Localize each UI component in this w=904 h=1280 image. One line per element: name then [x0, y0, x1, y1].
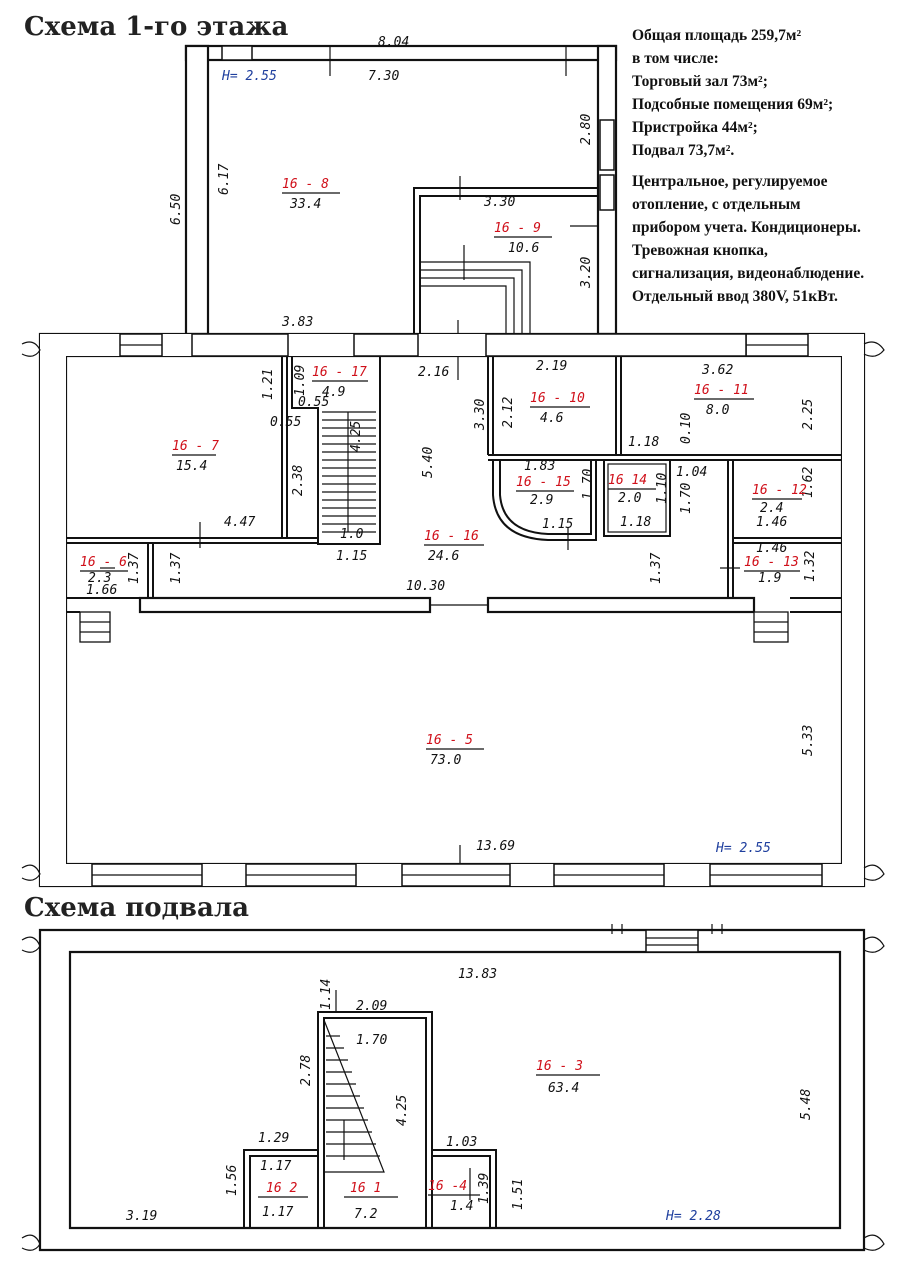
dim-label: 1.21	[261, 368, 276, 400]
room-area: 4.6	[540, 411, 564, 426]
dim-label: 1.37	[127, 552, 142, 584]
dim-label: 1.37	[169, 552, 184, 584]
room-id: 16 - 9	[494, 221, 541, 236]
room-area: 4.9	[322, 385, 346, 400]
dim-label: 2.09	[356, 999, 388, 1014]
dim-label: 2.38	[291, 464, 306, 496]
room-id: 16 - 10	[530, 391, 585, 406]
room-area: 24.6	[428, 549, 460, 564]
dim-label: 1.17	[260, 1159, 292, 1174]
dim-label: 1.18	[628, 435, 660, 450]
dim-label: 1.66	[86, 583, 118, 598]
dim-label: 5.48	[799, 1088, 814, 1120]
room-id: 16 - 12	[752, 483, 807, 498]
room-id: 16 - 7	[172, 439, 219, 454]
room-id: 16 2	[266, 1181, 298, 1196]
info-line: Общая площадь 259,7м²	[632, 27, 802, 44]
dim-label: 3.83	[282, 315, 314, 330]
feature-line: Отдельный ввод 380V, 51кВт.	[632, 288, 838, 305]
dim-label: 13.69	[476, 839, 516, 854]
dim-label: 1.70	[581, 468, 596, 500]
dim-label: 1.70	[356, 1033, 388, 1048]
info-line: в том числе:	[632, 50, 719, 67]
dim-label: 1.03	[446, 1135, 478, 1150]
room-id: 16 14	[608, 473, 648, 488]
dim-label: 1.09	[293, 364, 308, 396]
dim-label: 2.80	[579, 113, 594, 145]
dim-label: 4.25	[349, 420, 364, 452]
dim-label: 1.39	[477, 1172, 492, 1204]
dim-label: 1.62	[801, 466, 816, 498]
dim-label: 6.17	[217, 163, 232, 195]
feature-line: отопление, с отдельным	[632, 196, 801, 213]
feature-line: сигнализация, видеонаблюдение.	[632, 265, 865, 282]
dim-label: 1.14	[319, 978, 334, 1010]
info-line: Торговый зал 73м²;	[632, 73, 768, 90]
dim-label: 10.30	[406, 579, 446, 594]
dim-label: 4.25	[395, 1094, 410, 1126]
info-line: Подсобные помещения 69м²;	[632, 96, 834, 113]
room-id: 16 - 11	[694, 383, 749, 398]
dim-label: 5.40	[421, 446, 436, 478]
dim-label: 3.20	[579, 256, 594, 288]
dim-label: 2.19	[536, 359, 568, 374]
room-area: 2.0	[618, 491, 642, 506]
info-line: Пристройка 44м²;	[632, 119, 758, 136]
dim-label: 1.18	[620, 515, 652, 530]
room-area: 15.4	[176, 459, 208, 474]
room-area: 33.4	[290, 197, 322, 212]
feature-line: прибором учета. Кондиционеры.	[632, 219, 861, 236]
feature-line: Центральное, регулируемое	[632, 173, 828, 190]
room-area: 2.4	[760, 501, 784, 516]
dim-label: 8.04	[378, 35, 410, 50]
floor1-title: Схема 1-го этажа	[24, 12, 289, 42]
dim-label: 1.46	[756, 541, 788, 556]
room-id: 16 -4	[428, 1179, 468, 1194]
dim-label: 1.0	[340, 527, 364, 542]
room-id: 16 - 6	[80, 555, 127, 570]
dim-label: 2.16	[418, 365, 450, 380]
dim-label: 1.46	[756, 515, 788, 530]
room-area: 7.2	[354, 1207, 378, 1222]
dim-label: 2.25	[801, 398, 816, 430]
dim-label: 6.50	[169, 193, 184, 225]
dim-label: 1.32	[803, 550, 818, 582]
room-id: 16 - 3	[536, 1059, 583, 1074]
dim-label: 3.30	[473, 398, 488, 430]
room-area: 63.4	[548, 1081, 580, 1096]
dim-label: 1.04	[676, 465, 708, 480]
room-id: 16 - 17	[312, 365, 367, 380]
room-id: 16 - 5	[426, 733, 473, 748]
dim-label: 3.19	[126, 1209, 158, 1224]
dim-label: 1.29	[258, 1131, 290, 1146]
dim-label: 1.4	[450, 1199, 474, 1214]
height-label: H= 2.28	[666, 1209, 721, 1224]
dim-label: 1.83	[524, 459, 556, 474]
dim-label: 1.56	[225, 1164, 240, 1196]
dim-label: 3.30	[484, 195, 516, 210]
dim-label: 0.10	[679, 412, 694, 444]
room-area: 8.0	[706, 403, 730, 418]
dim-label: 5.33	[801, 724, 816, 756]
dim-label: 0.55	[270, 415, 302, 430]
dim-label: 2.78	[299, 1054, 314, 1086]
feature-line: Тревожная кнопка,	[632, 242, 768, 259]
dim-label: 1.37	[649, 552, 664, 584]
dim-label: 1.15	[336, 549, 368, 564]
dim-label: 4.47	[224, 515, 256, 530]
room-id: 16 - 16	[424, 529, 479, 544]
dim-label: 13.83	[458, 967, 498, 982]
height-label: H= 2.55	[222, 69, 277, 84]
room-area: 73.0	[430, 753, 462, 768]
wall	[488, 598, 754, 612]
info-line: Подвал 73,7м².	[632, 142, 735, 159]
wall	[186, 46, 208, 334]
dim-label: 1.17	[262, 1205, 294, 1220]
height-label: H= 2.55	[716, 841, 771, 856]
room-id: 16 - 8	[282, 177, 329, 192]
dim-label: 1.70	[679, 482, 694, 514]
dim-label: 7.30	[368, 69, 400, 84]
dim-label: 3.62	[702, 363, 734, 378]
dim-label: 1.51	[511, 1178, 526, 1210]
dim-label: 0.55	[298, 395, 330, 410]
room-area: 2.3	[88, 571, 112, 586]
room-id: 16 - 13	[744, 555, 799, 570]
room-id: 16 1	[350, 1181, 382, 1196]
basement-title: Схема подвала	[24, 893, 250, 923]
dim-label: 1.15	[542, 517, 574, 532]
room-area: 2.9	[530, 493, 554, 508]
room-area: 1.9	[758, 571, 782, 586]
dim-label: 1.10	[655, 472, 670, 504]
dim-label: 2.12	[501, 396, 516, 428]
room-id: 16 - 15	[516, 475, 571, 490]
room-area: 10.6	[508, 241, 540, 256]
wall	[140, 598, 430, 612]
